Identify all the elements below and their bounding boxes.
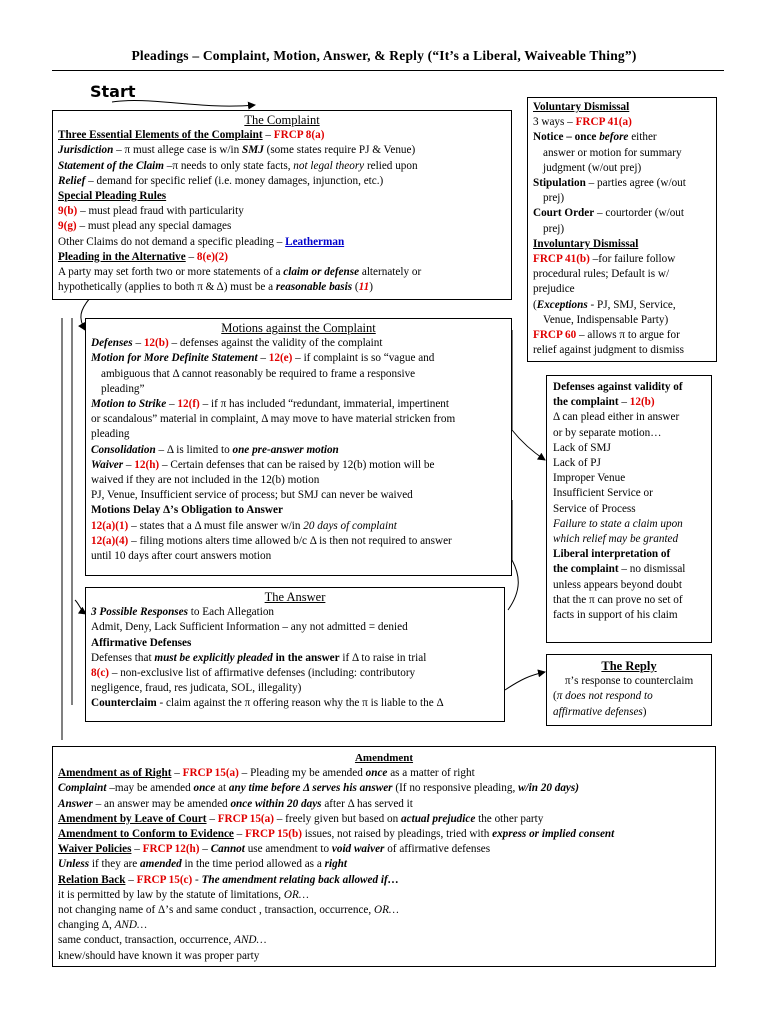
text: pleading” <box>101 382 145 395</box>
term: the complaint <box>553 563 619 576</box>
text: relied upon <box>364 159 418 172</box>
text: affirmative defenses <box>553 705 643 718</box>
amendment-title: Amendment <box>354 752 414 764</box>
text: – defenses against the validity of the complaint <box>168 337 383 350</box>
defenses-heading: Defenses against validity of <box>553 381 683 393</box>
term: The amendment relating back allowed if… <box>201 873 399 886</box>
text: – <box>132 337 144 350</box>
text: (If no responsive pleading, <box>392 782 519 795</box>
text: – freely given but based on <box>273 812 402 825</box>
text: either <box>628 131 657 144</box>
text: – Pleading my be amended <box>238 767 366 780</box>
term: once <box>365 767 388 780</box>
text: - <box>192 873 202 886</box>
term: Waiver Policies <box>58 843 132 856</box>
text: that the π can prove no set of <box>553 593 683 606</box>
term: Counterclaim <box>91 697 157 710</box>
text: Failure to state a claim upon <box>553 517 683 530</box>
text: if they are <box>89 858 141 871</box>
text: Insufficient Service or <box>553 487 653 500</box>
rule-ref: FRCP 8(a) <box>273 129 325 142</box>
text: – if π has included “redundant, immaterial, impertinent <box>199 398 450 411</box>
term: Waiver <box>91 458 124 471</box>
text: – <box>123 458 135 471</box>
answer-to-reply-arrow <box>505 672 545 690</box>
text: knew/should have known it was proper party <box>58 949 260 962</box>
rule-ref: 8(c) <box>91 667 110 680</box>
complaint-elements-heading: Three Essential Elements of the Complaint <box>58 129 263 142</box>
rule-ref: FRCP 15(b) <box>245 828 302 841</box>
motions-box <box>85 318 512 576</box>
dismissal-box <box>527 97 717 362</box>
rule-ref: 12(a)(1) <box>91 519 129 532</box>
text: after Δ has served it <box>321 797 413 810</box>
start-arrow <box>112 100 255 106</box>
rule-ref: FRCP 60 <box>533 329 577 342</box>
text: - PJ, SMJ, Service, <box>587 298 676 311</box>
rule-ref: 8(e)(2) <box>196 250 228 263</box>
term: 3 Possible Responses <box>91 606 188 619</box>
term: once <box>193 782 216 795</box>
text: ( <box>553 690 557 703</box>
term: w/in 20 days) <box>518 782 579 795</box>
term: express or implied consent <box>492 828 615 841</box>
defenses-box <box>546 375 712 643</box>
text: not legal theory <box>293 159 365 172</box>
text: – <box>618 396 630 409</box>
term: Motion for More Definite Statement <box>91 352 258 365</box>
term: actual prejudice <box>401 812 476 825</box>
text: –π needs to only state facts, <box>163 159 294 172</box>
text: relief against judgment to dismiss <box>533 344 685 357</box>
text: π’s response to counterclaim <box>564 675 694 688</box>
term: before <box>599 131 629 144</box>
text: which relief may be granted <box>553 533 679 546</box>
term: void waiver <box>331 843 385 856</box>
rule-ref: 9(b) <box>58 205 78 218</box>
text: as a matter of right <box>387 767 475 780</box>
text: ( <box>533 298 537 311</box>
rule-ref: 12(b) <box>629 396 655 409</box>
text: Service of Process <box>553 502 636 515</box>
text: – <box>131 843 143 856</box>
rule-ref: 12(e) <box>268 352 293 365</box>
term: Amendment by Leave of Court <box>58 812 207 825</box>
reply-title: The Reply <box>601 659 657 673</box>
text: – Certain defenses that can be raised by 12(b) motion will be <box>159 458 435 471</box>
term: Jurisdiction <box>58 144 114 157</box>
text: ( <box>352 281 359 294</box>
text: use amendment to <box>244 843 332 856</box>
text: (some states require PJ & Venue) <box>263 144 416 157</box>
text: Other Claims do not demand a specific pleading – <box>58 235 286 248</box>
term: Statement of the Claim <box>58 159 164 172</box>
text: –for failure follow <box>589 253 676 266</box>
text: if Δ to raise in trial <box>339 651 427 664</box>
text: Lack of PJ <box>553 457 601 470</box>
text: AND… <box>114 919 147 932</box>
text: OR… <box>373 904 399 917</box>
text: Δ can plead either in answer <box>553 411 680 424</box>
term: Amendment as of Right <box>58 767 172 780</box>
text: A party may set forth two or more statements of a <box>58 266 284 279</box>
text: – states that a Δ must file answer w/in <box>128 519 304 532</box>
text: – <box>166 398 178 411</box>
rule-ref: FRCP 41(a) <box>575 116 632 129</box>
text: prej) <box>543 222 565 235</box>
text: unless appears beyond doubt <box>553 578 682 591</box>
term: one pre-answer motion <box>232 443 339 456</box>
term: Cannot <box>210 843 245 856</box>
text: – allows π to argue for <box>576 329 680 342</box>
motions-title: Motions against the Complaint <box>221 321 376 335</box>
text: – <box>199 843 211 856</box>
text: – must plead fraud with particularity <box>77 205 244 218</box>
term: any time before Δ serves his answer <box>228 782 393 795</box>
text: – an answer may be amended <box>92 797 231 810</box>
text: – <box>262 129 274 142</box>
text: procedural rules; Default is w/ <box>533 268 670 281</box>
text: – courtorder (w/out <box>594 207 685 220</box>
text: Defenses that <box>91 651 155 664</box>
text: in the time period allowed as a <box>181 858 325 871</box>
text: Admit, Deny, Lack Sufficient Information – any not admitted = denied <box>91 621 408 634</box>
answer-box <box>85 587 505 722</box>
text: π does not respond to <box>556 690 653 703</box>
text: or by separate motion… <box>553 426 662 439</box>
rule-ref: FRCP 15(a) <box>217 812 274 825</box>
rule-ref: FRCP 15(c) <box>136 873 193 886</box>
answer-title: The Answer <box>264 590 326 604</box>
text: negligence, fraud, res judicata, SOL, illegality) <box>91 682 302 695</box>
text: Lack of SMJ <box>553 441 611 454</box>
rule-ref: FRCP 15(a) <box>182 767 239 780</box>
text: until 10 days after court answers motion <box>91 550 272 563</box>
text: alternately or <box>359 266 422 279</box>
rule-ref: 12(a)(4) <box>91 534 129 547</box>
term: Stipulation <box>533 177 586 190</box>
text: judgment (w/out prej) <box>543 161 642 174</box>
term: Court Order <box>533 207 595 220</box>
text: – <box>257 352 269 365</box>
text: waived if they are not included in the 12(b) motion <box>91 474 320 487</box>
text: it is permitted by law by the statute of limitations, <box>58 888 284 901</box>
term: must be explicitly pleaded <box>154 651 273 664</box>
rule-ref: 11 <box>358 281 370 294</box>
text: Improper Venue <box>553 472 626 485</box>
text: answer or motion for summary <box>543 146 682 159</box>
text: – parties agree (w/out <box>585 177 686 190</box>
term: Exceptions <box>536 298 588 311</box>
text: same conduct, transaction, occurrence, <box>58 934 235 947</box>
term: Amendment to Conform to Evidence <box>58 828 234 841</box>
text: – Δ is limited to <box>155 443 233 456</box>
page-title: Pleadings – Complaint, Motion, Answer, & Reply (“It’s a Liberal, Waiveable Thing”) <box>131 48 637 63</box>
term: Motion to Strike <box>91 398 167 411</box>
term: once within 20 days <box>230 797 322 810</box>
term: right <box>324 858 347 871</box>
voluntary-dismissal-heading: Voluntary Dismissal <box>533 101 630 113</box>
text: or scandalous” material in complaint, Δ may move to have material stricken from <box>91 413 456 426</box>
text: - claim against the π offering reason why the π is liable to the Δ <box>156 697 444 710</box>
affirmative-defenses-heading: Affirmative Defenses <box>91 636 192 649</box>
text: ambiguous that Δ cannot reasonably be required to frame a responsive <box>101 367 416 380</box>
text: – non-exclusive list of affirmative defenses (including: contributory <box>109 667 416 680</box>
text: Venue, Indispensable Party) <box>543 313 669 326</box>
text: 20 days of complaint <box>303 519 397 532</box>
term: Notice <box>533 131 564 144</box>
complaint-box <box>52 110 512 300</box>
term: Unless <box>58 858 90 871</box>
motions-delay-heading: Motions Delay Δ’s Obligation to Answer <box>91 504 283 517</box>
term: in the answer <box>272 651 340 664</box>
text: – must plead any special damages <box>76 220 232 233</box>
text: – demand for specific relief (i.e. money damages, injunction, etc.) <box>85 174 384 187</box>
reply-box <box>546 654 712 726</box>
involuntary-dismissal-heading: Involuntary Dismissal <box>533 237 639 250</box>
text: – filing motions alters time allowed b/c Δ is then not required to answer <box>128 534 452 547</box>
text: hypothetically (applies to both π & Δ) must be a <box>58 281 276 294</box>
complaint-title: The Complaint <box>244 113 320 127</box>
leatherman-link[interactable]: Leatherman <box>285 235 345 248</box>
text: pleading <box>91 428 130 441</box>
rule-ref: FRCP 41(b) <box>533 253 590 266</box>
text: of affirmative defenses <box>384 843 491 856</box>
term: once <box>574 131 600 144</box>
term: Relief <box>58 174 86 187</box>
term: Consolidation <box>91 443 156 456</box>
text: – <box>171 767 183 780</box>
term: claim or defense <box>283 266 360 279</box>
text: – <box>233 828 246 841</box>
text: – <box>185 250 197 263</box>
text: facts in support of his claim <box>553 609 678 622</box>
term: reasonable basis <box>275 281 353 294</box>
text: – <box>125 873 137 886</box>
term: Complaint <box>58 782 107 795</box>
text: – π must allege case is w/in <box>113 144 243 157</box>
text: – <box>206 812 218 825</box>
text: changing Δ, <box>58 919 115 932</box>
text: at <box>215 782 229 795</box>
term: the complaint <box>553 396 619 409</box>
text: prej) <box>543 192 565 205</box>
text: – no dismissal <box>618 563 686 576</box>
term: SMJ <box>242 144 264 157</box>
text: ) <box>642 705 647 718</box>
text: – <box>563 131 575 144</box>
rule-ref: FRCP 12(h) <box>142 843 200 856</box>
rule-ref: 9(g) <box>58 220 77 233</box>
text: AND… <box>234 934 267 947</box>
text: to Each Allegation <box>187 606 275 619</box>
pleading-alternative-heading: Pleading in the Alternative <box>58 250 186 263</box>
term: amended <box>140 858 182 871</box>
text: –may be amended <box>106 782 194 795</box>
text: 3 ways – <box>533 116 576 129</box>
text: – if complaint is so “vague and <box>292 352 435 365</box>
text: OR… <box>283 888 309 901</box>
text: not changing name of Δ’s and same conduct , transaction, occurrence, <box>58 904 374 917</box>
text: PJ, Venue, Insufficient service of process; but SMJ can never be waived <box>91 489 413 502</box>
text: prejudice <box>533 283 575 296</box>
term: Defenses <box>91 337 133 350</box>
rule-ref: 12(h) <box>134 458 160 471</box>
term: Answer <box>58 797 93 810</box>
text: the other party <box>475 812 544 825</box>
liberal-interpretation-heading: Liberal interpretation of <box>553 548 671 561</box>
amendment-box <box>52 746 716 967</box>
rule-ref: 12(f) <box>177 398 200 411</box>
text: ) <box>369 281 373 294</box>
rule-ref: 12(b) <box>143 337 169 350</box>
start-label: Start <box>90 82 136 101</box>
text: issues, not raised by pleadings, tried with <box>301 828 493 841</box>
term: Relation Back <box>58 873 126 886</box>
special-pleading-heading: Special Pleading Rules <box>58 190 167 203</box>
